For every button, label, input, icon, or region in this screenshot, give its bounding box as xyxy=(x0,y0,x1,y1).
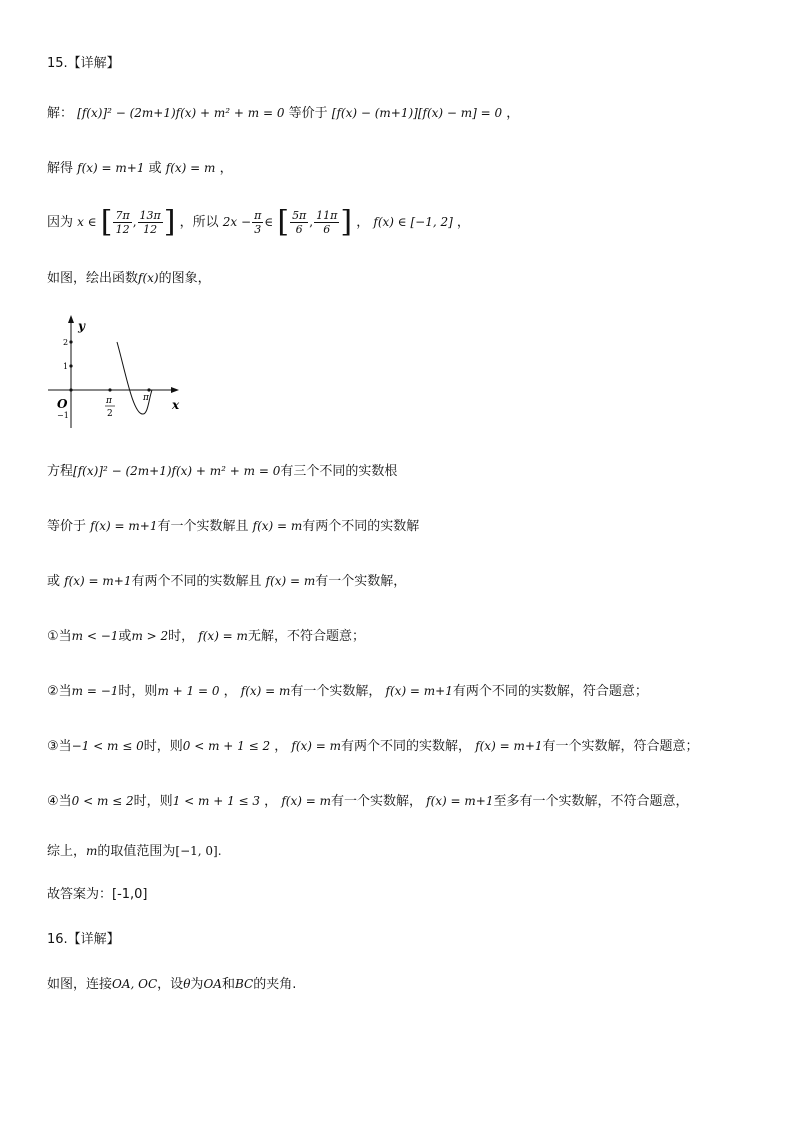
s16-theta: θ xyxy=(183,977,191,991)
s16-text-c: 为 xyxy=(190,977,204,992)
equivalent-line xyxy=(47,516,419,537)
origin-label: O xyxy=(57,397,68,411)
graph-intro-a: 如图，绘出函数 xyxy=(47,271,139,286)
case-4-line: ④当0 < m ≤ 2时，则1 < m + 1 ≤ 3 ， f(x) = m有一个实数解， f(x) = m+1至多有一个实数解，不符合题意， xyxy=(47,794,689,809)
or2-a: 或 xyxy=(47,574,61,589)
case1-time: 时， xyxy=(168,629,195,644)
fraction-5pi-6: $\frac{5\pi}{6}$ xyxy=(292,209,307,236)
y-tick-neg1: −1 xyxy=(57,411,69,420)
x-tick-pi: π xyxy=(143,393,149,403)
function-graph xyxy=(45,310,185,435)
x-tick-pi-num: π xyxy=(106,396,112,406)
case-3-line: ③当−1 < m ≤ 0时，则0 < m + 1 ≤ 2 ， f(x) = m有两个不同的实数解， f(x) = m+1有一个实数解，符合题意； xyxy=(47,739,699,754)
s16-text-b: ，设 xyxy=(157,977,184,992)
x-tick-pi-den: 2 xyxy=(107,409,113,419)
range-f: f(x) ∈ [−1, 2] xyxy=(373,215,453,229)
section-16-heading: 16.【详解】 xyxy=(47,932,120,947)
case-2-line: ②当m = −1时，则m + 1 = 0 ， f(x) = m有一个实数解， f(x) = m+1有两个不同的实数解，符合题意； xyxy=(47,684,648,699)
graph-fx: f(x) xyxy=(138,271,159,285)
solved-label: 解得 xyxy=(47,161,74,176)
intro-label: 解： xyxy=(47,106,74,121)
solution-2: f(x) = m xyxy=(165,161,216,175)
solution-1: f(x) = m+1 xyxy=(77,161,145,175)
fraction-11pi-6: $\frac{11\pi}{6}$ xyxy=(316,209,338,236)
fraction-13pi-12: $\frac{13\pi}{12}$ xyxy=(139,209,161,236)
function-curve xyxy=(117,342,152,414)
domain-range-line: 因为 x ∈ [ $\frac{7\pi}{12}$ , $\frac{13\pi}{12}$ ] ，所以 2x − $\frac{\pi}{3}$ ∈ [ $\frac{5\pi}{6}$ , $\frac{11\pi}{6}$ ] ， f(x) ∈ [−1, 2] ， xyxy=(47,204,470,240)
eqv-c: 有两个不同的实数解 xyxy=(302,519,420,534)
case2-fx1: f(x) = m xyxy=(240,684,291,698)
s16-oa-oc: OA, OC xyxy=(112,977,158,991)
eq-line-equation: [f(x)]² − (2m+1)f(x) + m² + m = 0 xyxy=(73,464,281,478)
graph-intro-line xyxy=(47,268,211,289)
graph-intro-b: 的图象， xyxy=(158,271,211,286)
x-axis-arrow-icon xyxy=(171,387,179,393)
so-text: ，所以 xyxy=(179,215,219,230)
case2-val: m + 1 = 0 xyxy=(157,684,220,698)
eqv-b: 有一个实数解且 xyxy=(157,519,249,534)
solutions-line: 解得 f(x) = m+1 或 f(x) = m ， xyxy=(47,161,233,176)
case1-cond1: m < −1 xyxy=(71,629,119,643)
equation-line xyxy=(47,103,519,124)
fraction-7pi-12: $\frac{7\pi}{12}$ xyxy=(115,209,130,236)
eq-line-b: 有三个不同的实数根 xyxy=(280,464,398,479)
case1-num: ①当 xyxy=(47,629,72,644)
case2-b: 有一个实数解， xyxy=(290,684,382,699)
s16-text-a: 如图，连接 xyxy=(47,977,113,992)
case-1-line xyxy=(47,626,365,647)
equivalent-text: 等价于 xyxy=(288,106,328,121)
summary-line xyxy=(47,841,222,862)
s16-text-d: 和 xyxy=(221,977,235,992)
summary-b: 的取值范围为 xyxy=(97,844,176,859)
case2-cond: m = −1 xyxy=(71,684,119,698)
because-text: 因为 xyxy=(47,215,74,230)
case1-end: 无解，不符合题意； xyxy=(247,629,365,644)
factored-equation: [f(x) − (m+1)][f(x) − m] = 0 xyxy=(331,106,503,120)
case4-val: 1 < m + 1 ≤ 3 xyxy=(172,794,261,808)
case3-cond: −1 < m ≤ 0 xyxy=(71,739,144,753)
case2-then: 时，则 xyxy=(118,684,158,699)
or-condition-line xyxy=(47,571,406,592)
or2-fx2: f(x) = m xyxy=(265,574,316,588)
case3-b: 有两个不同的实数解， xyxy=(341,739,472,754)
fraction-pi-3: $\frac{\pi}{3}$ xyxy=(254,209,262,236)
case4-c: 至多有一个实数解，不符合题意， xyxy=(493,794,689,809)
y-axis-arrow-icon xyxy=(68,315,74,323)
case4-b: 有一个实数解， xyxy=(330,794,422,809)
summary-range: [−1, 0]. xyxy=(175,844,222,858)
case2-c: 有两个不同的实数解，符合题意； xyxy=(452,684,648,699)
or2-fx1: f(x) = m+1 xyxy=(64,574,132,588)
s16-text-e: 的夹角. xyxy=(253,977,297,992)
s16-oa: OA xyxy=(203,977,222,991)
expr-2x: 2x − xyxy=(222,215,252,229)
main-equation: [f(x)]² − (2m+1)f(x) + m² + m = 0 xyxy=(77,106,285,120)
s16-bc: BC xyxy=(234,977,254,991)
solution16-line xyxy=(47,974,296,995)
three-roots-line xyxy=(47,461,397,482)
case3-c: 有一个实数解，符合题意； xyxy=(542,739,699,754)
answer-line: 故答案为：[-1,0] xyxy=(47,887,148,902)
y-label: y xyxy=(78,319,85,333)
case4-fx2: f(x) = m+1 xyxy=(426,794,494,808)
eq-line-a: 方程 xyxy=(47,464,74,479)
case2-fx2: f(x) = m+1 xyxy=(385,684,453,698)
case3-fx1: f(x) = m xyxy=(291,739,342,753)
case4-then: 时，则 xyxy=(133,794,173,809)
eqv-fx2: f(x) = m xyxy=(252,519,303,533)
case4-cond: 0 < m ≤ 2 xyxy=(71,794,134,808)
case3-then: 时，则 xyxy=(143,739,183,754)
eqv-fx1: f(x) = m+1 xyxy=(90,519,158,533)
or2-b: 有两个不同的实数解且 xyxy=(131,574,262,589)
section-15-heading: 15.【详解】 xyxy=(47,56,120,71)
case2-num: ②当 xyxy=(47,684,72,699)
or2-c: 有一个实数解， xyxy=(315,574,407,589)
case4-num: ④当 xyxy=(47,794,72,809)
end-comma: ， xyxy=(506,106,520,121)
case1-or: 或 xyxy=(118,629,132,644)
summary-m: m xyxy=(86,844,98,858)
case4-fx1: f(x) = m xyxy=(281,794,331,808)
or-text: 或 xyxy=(148,161,162,176)
y-tick-2: 2 xyxy=(63,338,69,347)
x-in: x ∈ xyxy=(77,215,97,229)
case3-val: 0 < m + 1 ≤ 2 xyxy=(182,739,271,753)
y-tick-1: 1 xyxy=(63,362,69,371)
case1-cond2: m > 2 xyxy=(131,629,169,643)
eqv-a: 等价于 xyxy=(47,519,87,534)
x-label: x xyxy=(172,398,180,412)
summary-a: 综上， xyxy=(47,844,87,859)
case3-fx2: f(x) = m+1 xyxy=(475,739,543,753)
case3-num: ③当 xyxy=(47,739,72,754)
case1-fx: f(x) = m xyxy=(198,629,248,643)
